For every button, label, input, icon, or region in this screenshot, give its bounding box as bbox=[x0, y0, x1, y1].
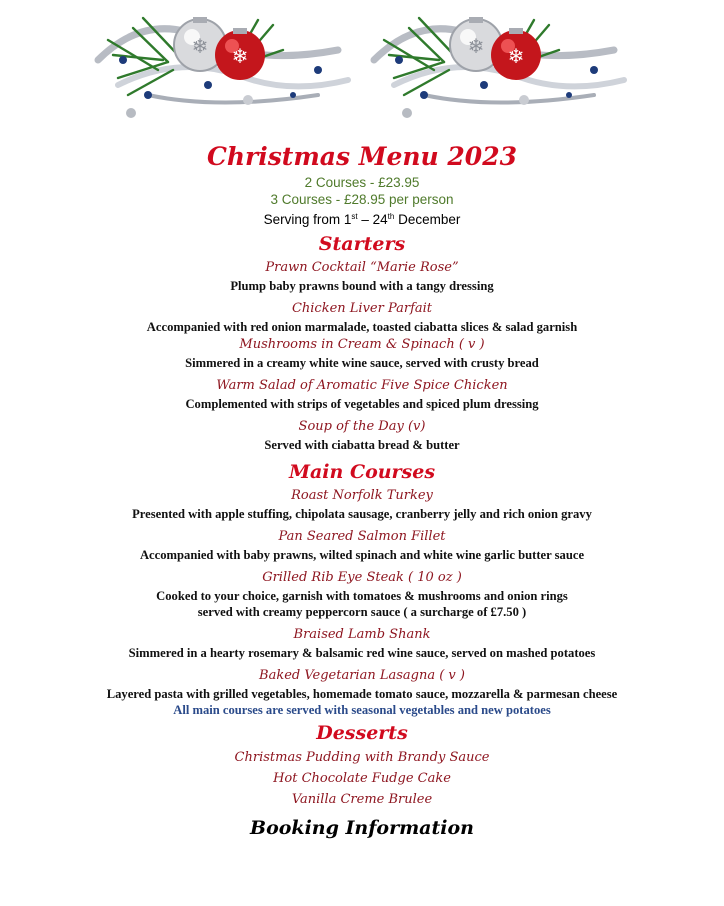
main-course-description: Cooked to your choice, garnish with tomatoes & mushrooms and onion rings bbox=[156, 589, 568, 603]
starter-description: Simmered in a creamy white wine sauce, served with crusty bread bbox=[185, 356, 539, 370]
main-courses-note: All main courses are served with seasonal vegetables and new potatoes bbox=[173, 703, 551, 717]
main-course-description: Presented with apple stuffing, chipolata sausage, cranberry jelly and rich onion gravy bbox=[132, 507, 592, 521]
booking-information-heading: Booking Information bbox=[250, 817, 474, 839]
main-course-name: Roast Norfolk Turkey bbox=[291, 488, 433, 503]
main-courses-heading: Main Courses bbox=[288, 461, 436, 483]
starter-name: Prawn Cocktail “Marie Rose” bbox=[265, 260, 459, 275]
christmas-menu bbox=[0, 140, 724, 842]
main-course-name: Grilled Rib Eye Steak ( 10 oz ) bbox=[262, 570, 462, 585]
starter-name: Warm Salad of Aromatic Five Spice Chicken bbox=[216, 378, 508, 393]
dessert-name: Hot Chocolate Fudge Cake bbox=[273, 771, 451, 786]
two-course-price: 2 Courses - £23.95 bbox=[304, 175, 420, 190]
starters-heading: Starters bbox=[318, 233, 406, 255]
main-course-name: Pan Seared Salmon Fillet bbox=[278, 529, 446, 544]
menu-title: Christmas Menu 2023 bbox=[206, 142, 517, 171]
christmas-baubles-icon bbox=[364, 0, 634, 125]
three-course-price: 3 Courses - £28.95 per person bbox=[270, 192, 454, 207]
main-course-description-continued: served with creamy peppercorn sauce ( a surcharge of £7.50 ) bbox=[197, 605, 527, 619]
main-course-name: Braised Lamb Shank bbox=[293, 627, 431, 642]
svg-text:❄: ❄ bbox=[467, 34, 485, 58]
christmas-baubles-icon bbox=[88, 0, 358, 125]
starter-name: Mushrooms in Cream & Spinach ( v ) bbox=[239, 337, 485, 352]
starter-description: Plump baby prawns bound with a tangy dressing bbox=[230, 279, 494, 293]
svg-text:❄: ❄ bbox=[191, 34, 209, 58]
main-course-description: Layered pasta with grilled vegetables, homemade tomato sauce, mozzarella & parmesan cheese bbox=[106, 687, 618, 701]
starter-description: Complemented with strips of vegetables and spiced plum dressing bbox=[185, 397, 539, 411]
svg-text:❄: ❄ bbox=[507, 44, 525, 68]
main-course-description: Accompanied with baby prawns, wilted spinach and white wine garlic butter sauce bbox=[139, 548, 585, 562]
starter-description: Accompanied with red onion marmalade, toasted ciabatta slices & salad garnish bbox=[146, 320, 578, 334]
starter-name: Soup of the Day (v) bbox=[298, 419, 426, 434]
desserts-heading: Desserts bbox=[316, 722, 408, 744]
svg-text:❄: ❄ bbox=[231, 44, 249, 68]
main-course-name: Baked Vegetarian Lasagna ( v ) bbox=[259, 668, 465, 683]
dessert-name: Vanilla Creme Brulee bbox=[291, 792, 433, 807]
christmas-banner bbox=[0, 0, 724, 130]
main-course-description: Simmered in a hearty rosemary & balsamic red wine sauce, served on mashed potatoes bbox=[128, 646, 596, 660]
dessert-name: Christmas Pudding with Brandy Sauce bbox=[234, 750, 490, 765]
starter-description: Served with ciabatta bread & butter bbox=[264, 438, 460, 452]
serving-dates: Serving from 1st – 24th December bbox=[263, 212, 461, 227]
starter-name: Chicken Liver Parfait bbox=[291, 301, 433, 316]
